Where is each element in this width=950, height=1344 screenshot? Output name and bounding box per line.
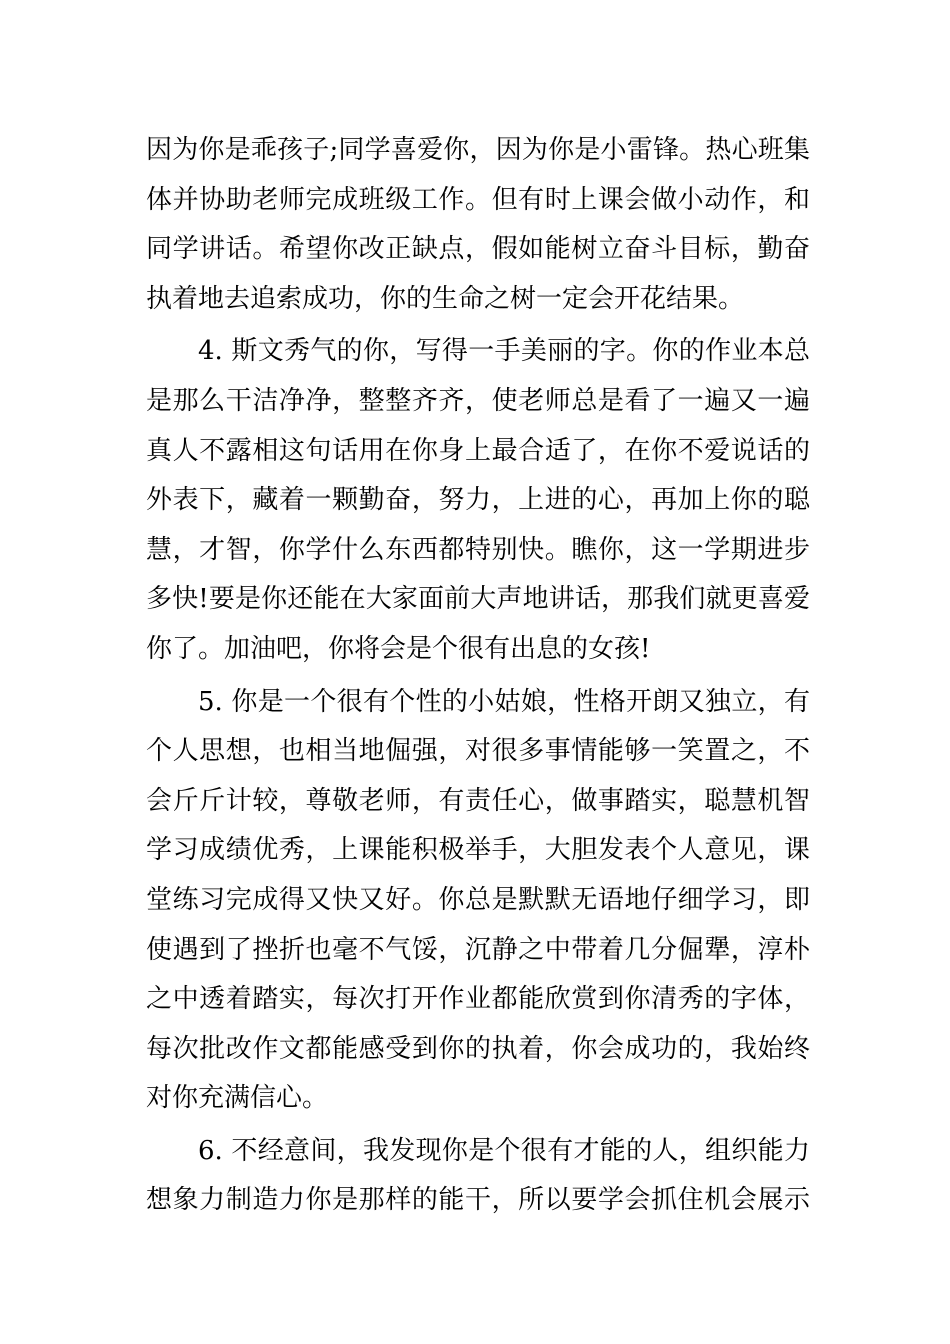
text-line: 体并协助老师完成班级工作。但有时上课会做小动作，和 <box>146 184 810 215</box>
text-line: 执着地去追索成功，你的生命之树一定会开花结果。 <box>146 283 745 314</box>
text-line: 4. 斯文秀气的你，写得一手美丽的字。你的作业本总 <box>198 336 810 367</box>
text-line: 会斤斤计较，尊敬老师，有责任心，做事踏实，聪慧机智 <box>146 785 810 816</box>
text-line: 因为你是乖孩子;同学喜爱你，因为你是小雷锋。热心班集 <box>146 135 810 165</box>
text-line: 多快!要是你还能在大家面前大声地讲话，那我们就更喜爱 <box>146 584 810 615</box>
paragraph-4 <box>146 327 810 674</box>
text-line: 之中透着踏实，每次打开作业都能欣赏到你清秀的字体， <box>146 984 810 1015</box>
text-line: 同学讲话。希望你改正缺点，假如能树立奋斗目标，勤奋 <box>146 234 810 265</box>
text-line: 想象力制造力你是那样的能干，所以要学会抓住机会展示 <box>146 1185 810 1216</box>
text-line: 是那么干洁净净，整整齐齐，使老师总是看了一遍又一遍 <box>146 385 810 416</box>
paragraph-3-continued <box>146 126 810 324</box>
text-line: 慧，才智，你学什么东西都特别快。瞧你，这一学期进步 <box>146 534 810 565</box>
text-line: 使遇到了挫折也毫不气馁，沉静之中带着几分倔犟，淳朴 <box>146 934 810 965</box>
text-line: 堂练习完成得又快又好。你总是默默无语地仔细学习，即 <box>146 884 810 915</box>
text-line: 个人思想，也相当地倔强，对很多事情能够一笑置之，不 <box>146 736 810 767</box>
paragraph-5 <box>146 678 810 1124</box>
text-line: 学习成绩优秀，上课能积极举手，大胆发表个人意见，课 <box>146 835 810 866</box>
paragraph-6 <box>146 1127 810 1226</box>
text-line: 每次批改作文都能感受到你的执着，你会成功的，我始终 <box>146 1033 810 1064</box>
text-line: 5. 你是一个很有个性的小姑娘，性格开朗又独立，有 <box>198 686 810 717</box>
text-line: 6. 不经意间，我发现你是个很有才能的人，组织能力 <box>198 1135 810 1166</box>
text-line: 真人不露相这句话用在你身上最合适了，在你不爱说话的 <box>146 435 810 466</box>
text-line: 你了。加油吧，你将会是个很有出息的女孩! <box>146 633 651 664</box>
document-body <box>146 126 810 1226</box>
text-line: 对你充满信心。 <box>146 1083 329 1114</box>
text-line: 外表下，藏着一颗勤奋，努力，上进的心，再加上你的聪 <box>146 485 810 516</box>
